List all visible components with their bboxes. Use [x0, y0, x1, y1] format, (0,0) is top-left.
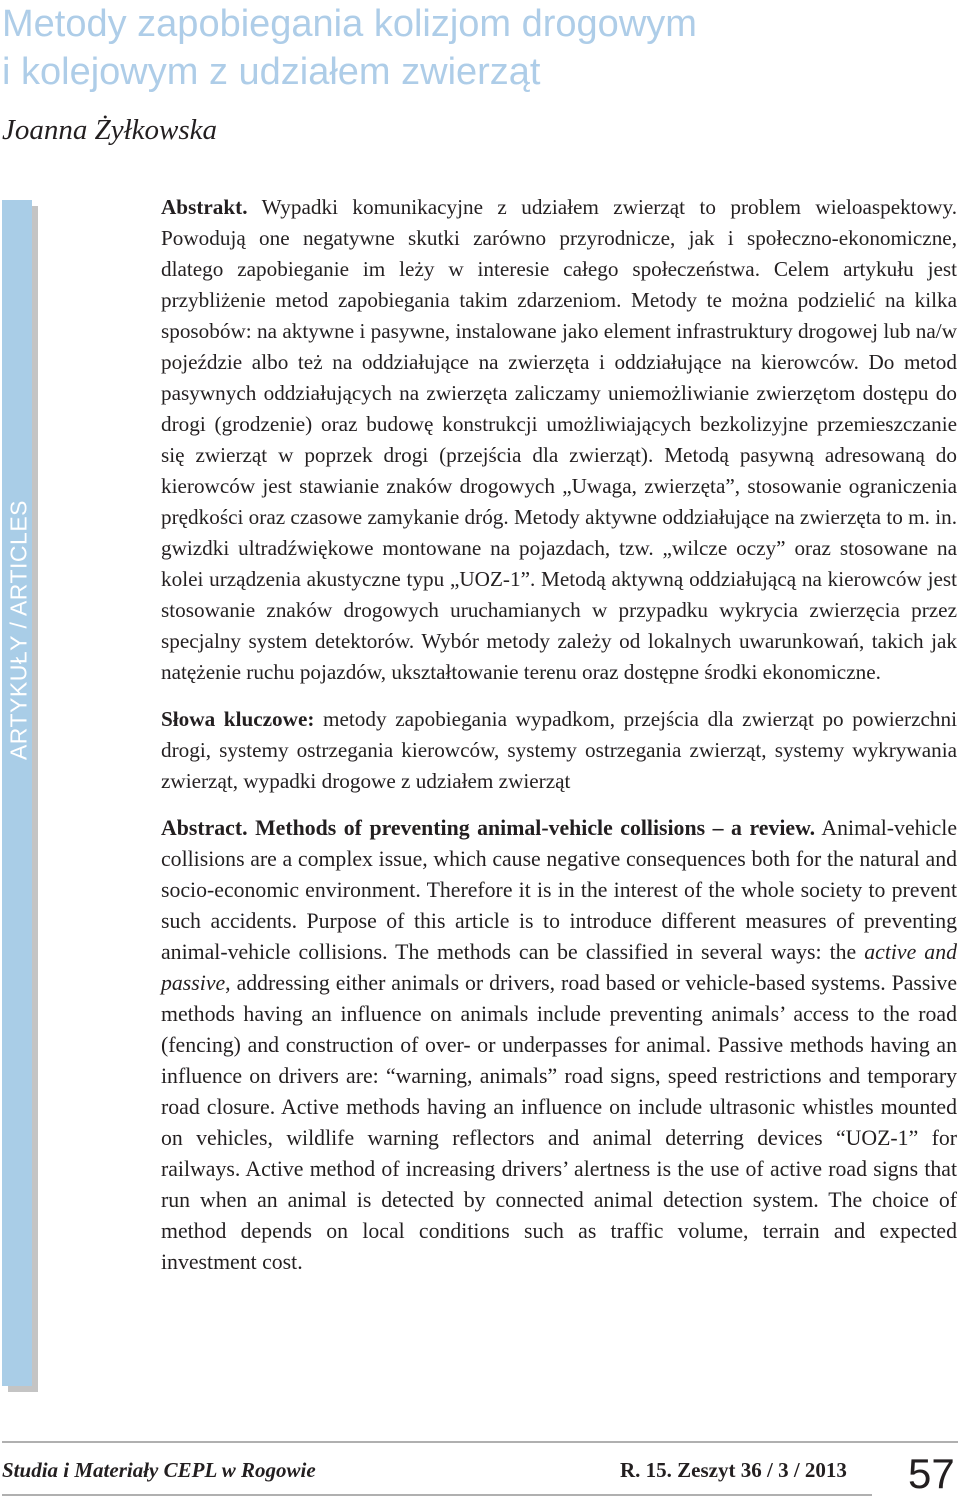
section-label: ARTYKUŁY / ARTICLES [5, 499, 32, 761]
article-title-line1: Metody zapobiegania kolizjom drogowym [2, 3, 697, 45]
journal-issue: R. 15. Zeszyt 36 / 3 / 2013 [620, 1458, 847, 1482]
journal-name: Studia i Materiały CEPL w Rogowie [2, 1458, 316, 1482]
page-number: 57 [908, 1450, 955, 1497]
abstract-en-text-2: , addressing either animals or drivers, road based or vehicle-based systems. Passive methods having an influence on animals include preventing animals’ access to the road (fencing) and construction of over- or underpasses for animal. Passive methods having an influence on drivers are: “warning, animals” road signs, speed restrictions and temporary road closure. Active methods having an influence on include ultrasonic whistles mounted on vehicles, wildlife warning reflectors and animal deterring devices “UOZ-1” for railways. Active method of increasing drivers’ alertness is the use of active road signs that run when an animal is detected by connected animal detection system. The choice of method depends on local conditions such as traffic volume, terrain and expected investment cost. [161, 971, 957, 1274]
section-sidebar [2, 200, 32, 1386]
abstract-en-italic: active and passive [161, 940, 957, 995]
abstract-pl [161, 192, 957, 688]
abstract-en [161, 813, 957, 1278]
author-name: Joanna Żyłkowska [2, 114, 218, 146]
abstract-en-heading: Abstract. Methods of preventing animal-vehicle collisions – a review. [161, 816, 816, 840]
keywords-text: metody zapobiegania wypadkom, przejścia dla zwierząt po powierzchni drogi, systemy ostrzegania kierowców, systemy ostrzegania zwierząt, systemy wykrywania zwierząt, wypadki drogowe z udziałem zwierząt [161, 707, 957, 793]
abstract-pl-heading: Abstrakt. [161, 195, 248, 219]
abstract-en-text-1: Animal-vehicle collisions are a complex issue, which cause negative consequences both for the natural and socio-economic environment. Therefore it is in the interest of the whole society to prevent such accidents. Purpose of this article is to introduce different measures of preventing animal-vehicle collisions. The methods can be classified in several ways: the [161, 816, 957, 964]
footer-rule-bottom [2, 1494, 872, 1496]
article-body [161, 192, 957, 1278]
abstract-pl-text: Wypadki komunikacyjne z udziałem zwierząt to problem wieloaspektowy. Powodują one negatywne skutki zarówno przyrodnicze, jak i społeczno-ekonomiczne, dlatego zapobieganie im leży w interesie całego społeczeństwa. Celem artykułu jest przybliżenie metod zapobiegania takim zdarzeniom. Metody te można podzielić na kilka sposobów: na aktywne i pasywne, instalowane jako element infrastruktury drogowej lub na/w pojeździe albo też na oddziałujące na zwierzęta i oddziałujące na kierowców. Do metod pasywnych oddziałujących na zwierzęta zaliczamy uniemożliwianie zwierzętom dostępu do drogi (grodzenie) oraz budowę konstrukcji umożliwiających bezkolizyjne przemieszczanie się zwierząt w poprzek drogi (przejścia dla zwierząt). Metodą pasywną adresowaną do kierowców jest stawianie znaków drogowych „Uwaga, zwierzęta”, stosowanie ograniczenia prędkości oraz czasowe zamykanie dróg. Metody aktywne oddziałujące na zwierzęta to m. in. gwizdki ultradźwiękowe montowane na pojazdach, tzw. „wilcze oczy” oraz stosowane na kolei urządzenia akustyczne typu „UOZ-1”. Metodą aktywną oddziałującą na kierowców jest stosowanie znaków drogowych uruchamianych w przypadku wykrycia zwierzęcia przez specjalny system detektorów. Wybór metody zależy od lokalnych uwarunkowań, takich jak natężenie ruchu pojazdów, ukształtowanie terenu oraz dostępne środki ekonomiczne. [161, 195, 958, 684]
article-title-line2: i kolejowym z udziałem zwierząt [2, 51, 541, 93]
article-title [2, 0, 902, 96]
paragraph-gap [161, 797, 957, 813]
keywords-heading: Słowa kluczowe: [161, 707, 315, 731]
paragraph-gap [161, 688, 957, 704]
keywords [161, 704, 957, 797]
footer-rule-top [2, 1441, 958, 1443]
